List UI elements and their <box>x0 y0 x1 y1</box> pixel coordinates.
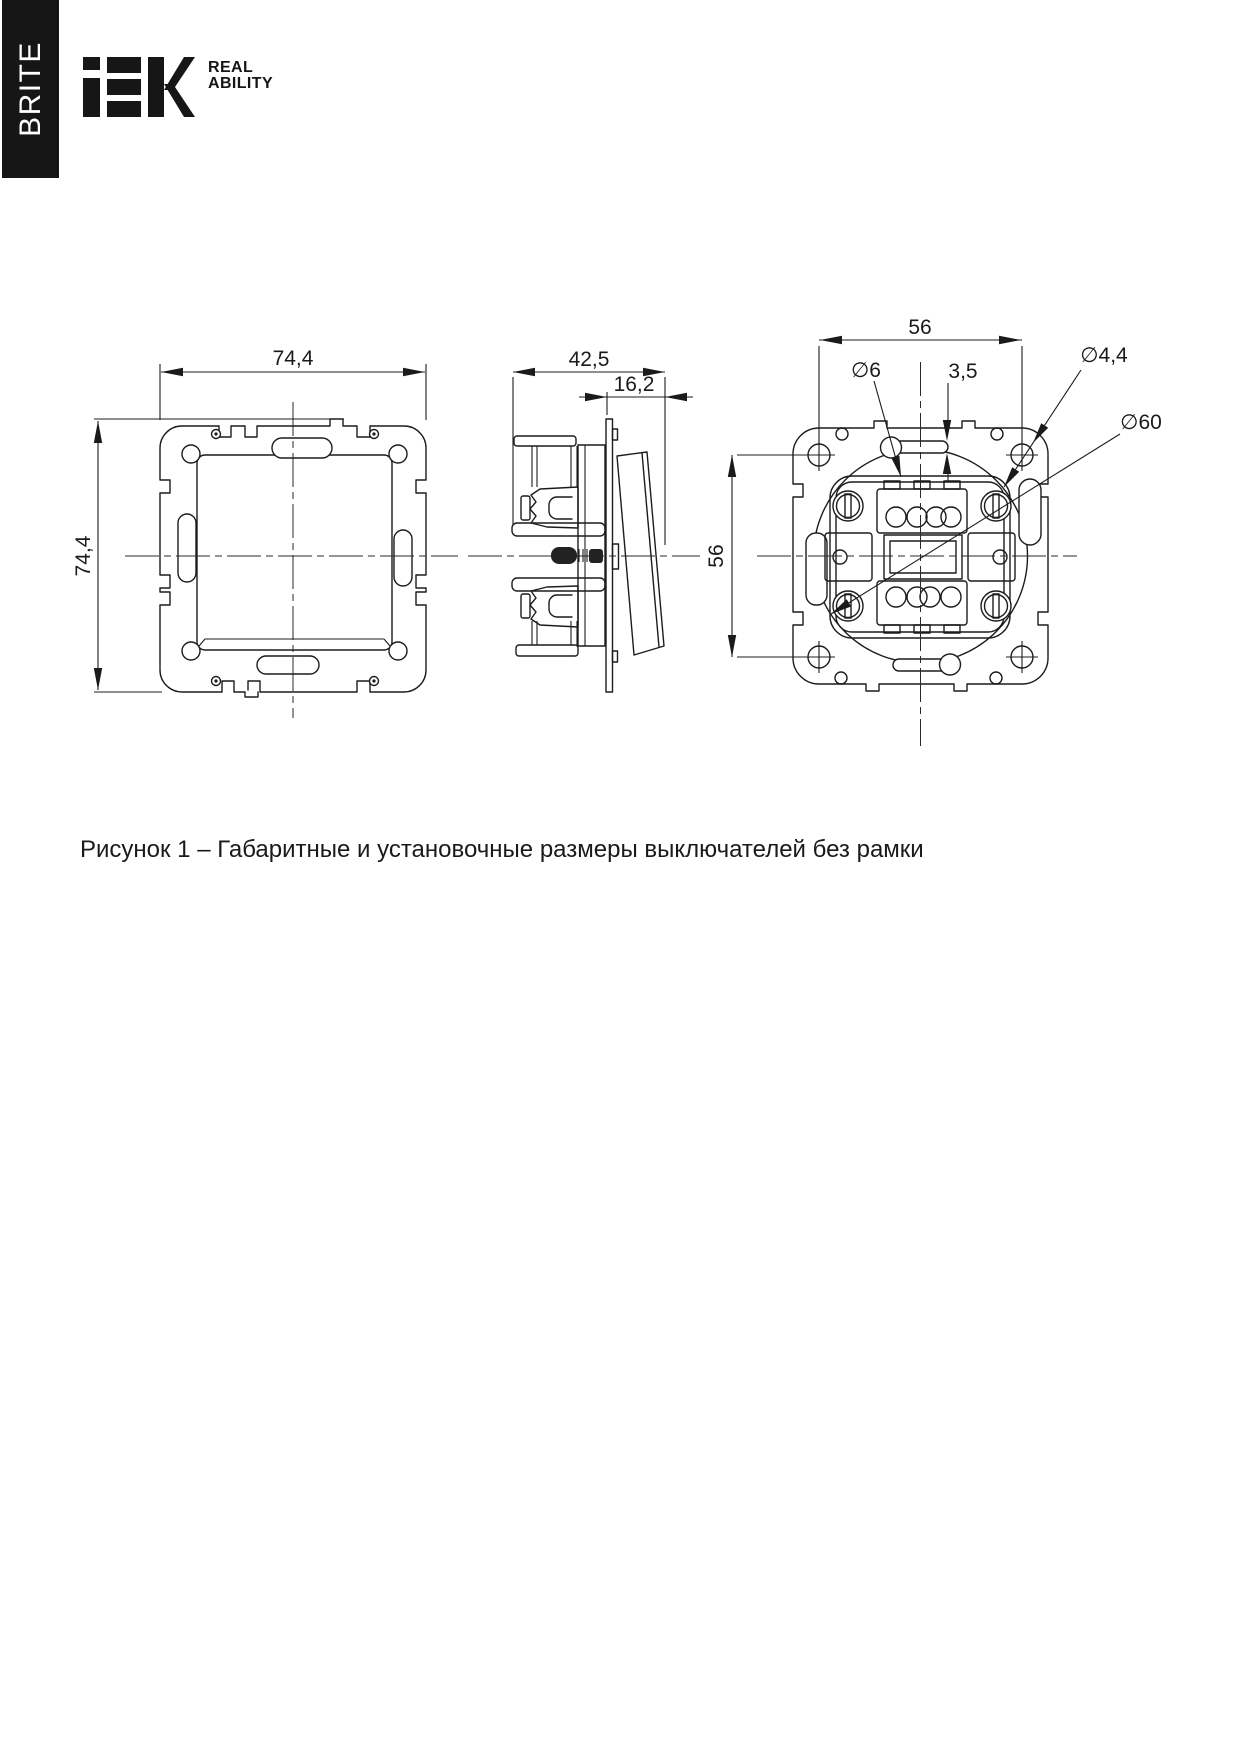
rocker-front <box>197 455 392 650</box>
dim-label-hole-dia: ∅4,4 <box>1080 344 1128 367</box>
dim-label-side-depth: 42,5 <box>568 348 610 371</box>
dim-label-support-dia: ∅60 <box>1120 411 1162 434</box>
side-view-drawing <box>468 348 700 692</box>
dim-label-front-height: 74,4 <box>72 535 95 577</box>
dim-label-side-front-depth: 16,2 <box>613 373 655 396</box>
series-label: BRITE <box>13 41 47 137</box>
front-screws <box>212 430 379 686</box>
dim-label-slot-dia: ∅6 <box>851 359 881 382</box>
terminal-block-top <box>877 481 967 533</box>
dim-label-slot-width: 3,5 <box>948 360 978 383</box>
front-view-drawing <box>72 347 458 718</box>
dim-label-back-spacing-v: 56 <box>705 544 728 568</box>
dim-label-back-spacing-h: 56 <box>908 316 932 339</box>
dim-label-front-width: 74,4 <box>272 347 314 370</box>
back-view-drawing <box>705 316 1162 746</box>
tagline-line2: ABILITY <box>208 75 274 92</box>
terminal-block-bottom <box>877 581 967 633</box>
figure-caption: Рисунок 1 – Габаритные и установочные размеры выключателей без рамки <box>80 836 924 863</box>
tagline-line1: REAL <box>208 59 254 76</box>
